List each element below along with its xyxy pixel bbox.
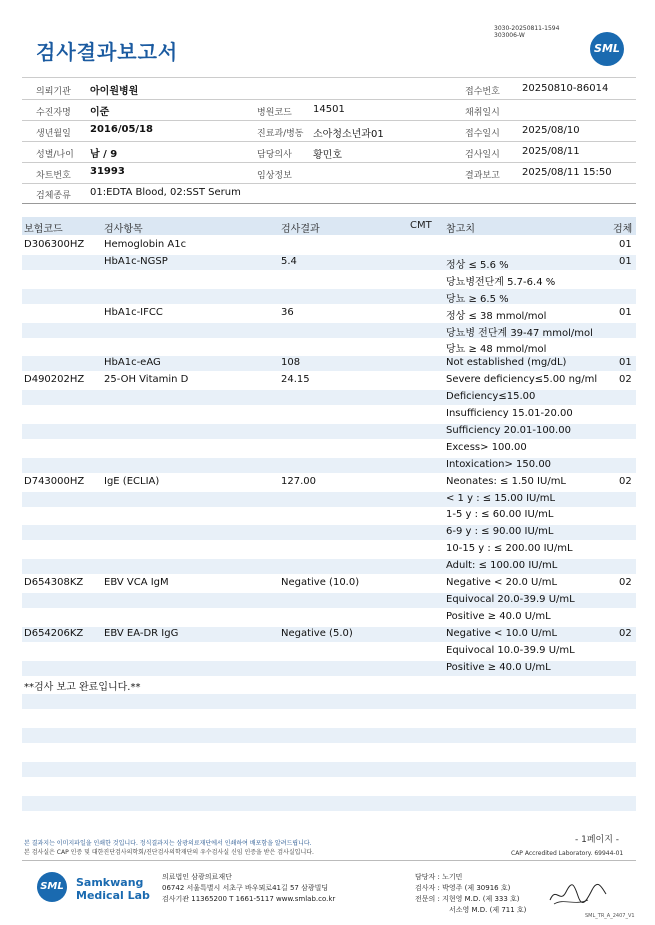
table-row bbox=[22, 373, 636, 390]
dept-value: 소아청소년과01 bbox=[313, 129, 384, 140]
row-reference: Sufficiency 20.01-100.00 bbox=[446, 424, 571, 436]
table-row bbox=[22, 323, 636, 340]
table-row bbox=[22, 525, 636, 542]
table-row bbox=[22, 627, 636, 644]
header-divider bbox=[22, 141, 636, 142]
table-stripe bbox=[22, 796, 636, 811]
accreditation-notice: 본 검사실은 CAP 인증 및 대한진단검사의학회/진단검사의학재단의 우수검사실 신임 인증을 받은 검사실입니다. bbox=[24, 849, 314, 856]
row-specimen: 01 bbox=[619, 255, 632, 267]
table-row bbox=[22, 255, 636, 272]
dob-label: 생년월일 bbox=[36, 129, 71, 139]
row-reference: Equivocal 20.0-39.9 U/mL bbox=[446, 593, 575, 605]
table-row bbox=[22, 610, 636, 627]
tested-value: 2025/08/11 bbox=[522, 146, 580, 157]
row-reference: Insufficiency 15.01-20.00 bbox=[446, 408, 573, 419]
sex-age-value: 남 / 9 bbox=[90, 149, 118, 160]
staff-value: 노기민 bbox=[442, 873, 463, 881]
org-contact: 검사기관 11365200 T 1661-5117 www.smlab.co.kr bbox=[162, 895, 336, 903]
document-id-line1: 3030-20250811-1594 bbox=[494, 25, 560, 32]
specialist2-value: 서소영 M.D. (제 711 호) bbox=[449, 906, 527, 914]
col-test-item: 검사항목 bbox=[104, 224, 143, 235]
row-reference: Negative < 20.0 U/mL bbox=[446, 577, 558, 588]
tester-label: 검사자 : bbox=[415, 884, 440, 892]
row-reference: 1-5 y : ≤ 60.00 IU/mL bbox=[446, 509, 554, 521]
brand-line1: Samkwang bbox=[76, 876, 144, 889]
document-id-line2: 303006-W bbox=[494, 32, 525, 39]
doctor-label: 담당의사 bbox=[257, 150, 292, 160]
table-stripe bbox=[22, 762, 636, 777]
table-row bbox=[22, 559, 636, 576]
specimen-value: 01:EDTA Blood, 02:SST Serum bbox=[90, 187, 241, 198]
clinical-label: 임상정보 bbox=[257, 171, 292, 181]
tester-value: 박영주 (제 30916 호) bbox=[442, 884, 511, 892]
chart-no-label: 차트번호 bbox=[36, 171, 71, 181]
row-reference: Severe deficiency≤5.00 ng/ml bbox=[446, 374, 598, 386]
dob-value: 2016/05/18 bbox=[90, 124, 153, 135]
report-title: 검사결과보고서 bbox=[36, 40, 179, 64]
row-reference: Excess> 100.00 bbox=[446, 441, 527, 453]
hospital-code-label: 병원코드 bbox=[257, 108, 292, 118]
sex-age-label: 성별/나이 bbox=[36, 150, 74, 160]
sml-logo: SML bbox=[590, 32, 624, 66]
institution-value: 아이원병원 bbox=[90, 86, 139, 97]
form-code: SML_TR_A_2407_V1 bbox=[585, 913, 635, 919]
row-result: Negative (5.0) bbox=[281, 627, 353, 639]
row-item: HbA1c-eAG bbox=[104, 357, 161, 369]
col-reference: 참고치 bbox=[446, 224, 475, 235]
specimen-label: 검체종류 bbox=[36, 191, 71, 201]
table-row bbox=[22, 272, 636, 289]
row-result: 127.00 bbox=[281, 475, 316, 487]
row-code: D654206KZ bbox=[24, 627, 84, 639]
brand-line2: Medical Lab bbox=[76, 889, 150, 902]
row-reference: < 1 y : ≤ 15.00 IU/mL bbox=[446, 492, 556, 504]
patient-label: 수진자명 bbox=[36, 108, 71, 118]
row-specimen: 01 bbox=[619, 306, 632, 318]
footer-brand bbox=[76, 876, 150, 902]
footer-divider bbox=[22, 860, 636, 861]
row-result: 5.4 bbox=[281, 255, 297, 267]
table-row bbox=[22, 458, 636, 475]
row-item: EBV VCA IgM bbox=[104, 577, 169, 588]
reported-label: 결과보고 bbox=[465, 171, 500, 181]
row-specimen: 02 bbox=[619, 475, 632, 487]
row-item: EBV EA-DR IgG bbox=[104, 627, 179, 639]
row-reference: Adult: ≤ 100.00 IU/mL bbox=[446, 560, 558, 572]
signature-icon bbox=[548, 880, 608, 908]
org-info bbox=[162, 872, 335, 905]
print-notice: 본 결과지는 이미지파일을 인쇄한 것입니다. 정식결과지는 삼광의료재단에서 인쇄하여 배포함을 알려드립니다. bbox=[24, 840, 312, 847]
row-code: D490202HZ bbox=[24, 374, 85, 386]
row-result: Negative (10.0) bbox=[281, 577, 360, 588]
reported-value: 2025/08/11 15:50 bbox=[522, 167, 612, 178]
header-divider bbox=[22, 162, 636, 163]
row-reference: Negative < 10.0 U/mL bbox=[446, 627, 558, 639]
table-row bbox=[22, 306, 636, 323]
table-stripe bbox=[22, 728, 636, 743]
header-divider bbox=[22, 120, 636, 121]
col-insurance-code: 보험코드 bbox=[24, 224, 63, 235]
row-reference: 정상 ≤ 5.6 % bbox=[446, 259, 509, 271]
table-row bbox=[22, 677, 636, 694]
received-value: 2025/08/10 bbox=[522, 125, 580, 136]
row-specimen: 02 bbox=[619, 374, 632, 386]
table-row bbox=[22, 593, 636, 610]
row-item: HbA1c-NGSP bbox=[104, 255, 168, 267]
row-reference: 10-15 y : ≤ 200.00 IU/mL bbox=[446, 543, 573, 555]
table-row bbox=[22, 492, 636, 509]
page-number: - 1페이지 - bbox=[575, 835, 620, 845]
row-reference: 당뇨병전단계 5.7-6.4 % bbox=[446, 276, 556, 288]
row-reference: Equivocal 10.0-39.9 U/mL bbox=[446, 644, 575, 656]
table-row bbox=[22, 339, 636, 356]
header-divider bbox=[22, 77, 636, 78]
table-row bbox=[22, 475, 636, 492]
row-reference: 당뇨 ≥ 6.5 % bbox=[446, 293, 509, 305]
staff-info bbox=[415, 872, 526, 916]
row-reference: 6-9 y : ≤ 90.00 IU/mL bbox=[446, 526, 554, 538]
row-reference: 당뇨 ≥ 48 mmol/mol bbox=[446, 344, 547, 356]
table-row bbox=[22, 238, 636, 255]
table-row bbox=[22, 441, 636, 458]
receipt-no-label: 접수번호 bbox=[465, 87, 500, 97]
row-code: D306300HZ bbox=[24, 239, 85, 250]
row-reference: Positive ≥ 40.0 U/mL bbox=[446, 661, 551, 673]
results-table-header bbox=[22, 217, 636, 235]
row-specimen: 02 bbox=[619, 627, 632, 639]
row-specimen: 02 bbox=[619, 577, 632, 588]
table-row bbox=[22, 289, 636, 306]
doctor-value: 황민호 bbox=[313, 150, 342, 161]
document-id bbox=[494, 25, 559, 39]
table-row bbox=[22, 424, 636, 441]
table-row bbox=[22, 542, 636, 559]
row-specimen: 01 bbox=[619, 239, 632, 250]
row-reference: Not established (mg/dL) bbox=[446, 357, 567, 369]
row-item: HbA1c-IFCC bbox=[104, 306, 163, 318]
footer-sml-logo: SML bbox=[37, 872, 67, 902]
row-code: D743000HZ bbox=[24, 475, 85, 487]
row-reference: Neonates: ≤ 1.50 IU/mL bbox=[446, 475, 566, 487]
col-cmt: CMT bbox=[410, 220, 432, 231]
specialist-label: 전문의 : bbox=[415, 895, 440, 903]
row-reference: Deficiency≤15.00 bbox=[446, 391, 536, 403]
patient-value: 이준 bbox=[90, 107, 110, 118]
hospital-code-value: 14501 bbox=[313, 104, 345, 115]
receipt-no-value: 20250810-86014 bbox=[522, 83, 609, 94]
header-divider bbox=[22, 99, 636, 100]
org-name: 의료법인 삼광의료재단 bbox=[162, 873, 232, 881]
row-result: 108 bbox=[281, 357, 301, 369]
col-result: 검사결과 bbox=[281, 224, 320, 235]
cap-accreditation: CAP Accredited Laboratory. 69944-01 bbox=[511, 850, 624, 857]
received-label: 접수일시 bbox=[465, 129, 500, 139]
col-specimen: 검체 bbox=[613, 224, 633, 235]
table-row bbox=[22, 508, 636, 525]
header-divider bbox=[22, 183, 636, 184]
table-row bbox=[22, 390, 636, 407]
org-address: 06742 서울특별시 서초구 바우뫼로41길 57 삼광빌딩 bbox=[162, 884, 329, 892]
table-row bbox=[22, 576, 636, 593]
institution-label: 의뢰기관 bbox=[36, 87, 71, 97]
table-row bbox=[22, 644, 636, 661]
staff-label: 담당자 : bbox=[415, 873, 440, 881]
table-stripe bbox=[22, 694, 636, 709]
row-result: 24.15 bbox=[281, 374, 310, 386]
row-reference: Positive ≥ 40.0 U/mL bbox=[446, 610, 551, 622]
row-reference: 당뇨병 전단계 39-47 mmol/mol bbox=[446, 327, 593, 339]
row-reference: Intoxication> 150.00 bbox=[446, 458, 552, 470]
collection-label: 채취일시 bbox=[465, 108, 500, 118]
table-row bbox=[22, 407, 636, 424]
row-item: Hemoglobin A1c bbox=[104, 239, 187, 250]
dept-label: 진료과/병동 bbox=[257, 129, 304, 139]
row-item: 25-OH Vitamin D bbox=[104, 374, 189, 386]
tested-label: 검사일시 bbox=[465, 150, 500, 160]
table-row bbox=[22, 661, 636, 678]
table-row bbox=[22, 356, 636, 373]
row-result: 36 bbox=[281, 306, 294, 318]
row-reference: 정상 ≤ 38 mmol/mol bbox=[446, 310, 547, 322]
header-divider bbox=[22, 203, 636, 204]
row-code: **검사 보고 완료입니다.** bbox=[24, 682, 141, 694]
row-specimen: 01 bbox=[619, 357, 632, 369]
chart-no-value: 31993 bbox=[90, 166, 125, 177]
row-code: D654308KZ bbox=[24, 577, 84, 588]
row-item: IgE (ECLIA) bbox=[104, 475, 160, 487]
specialist1-value: 지현영 M.D. (제 333 호) bbox=[442, 895, 520, 903]
